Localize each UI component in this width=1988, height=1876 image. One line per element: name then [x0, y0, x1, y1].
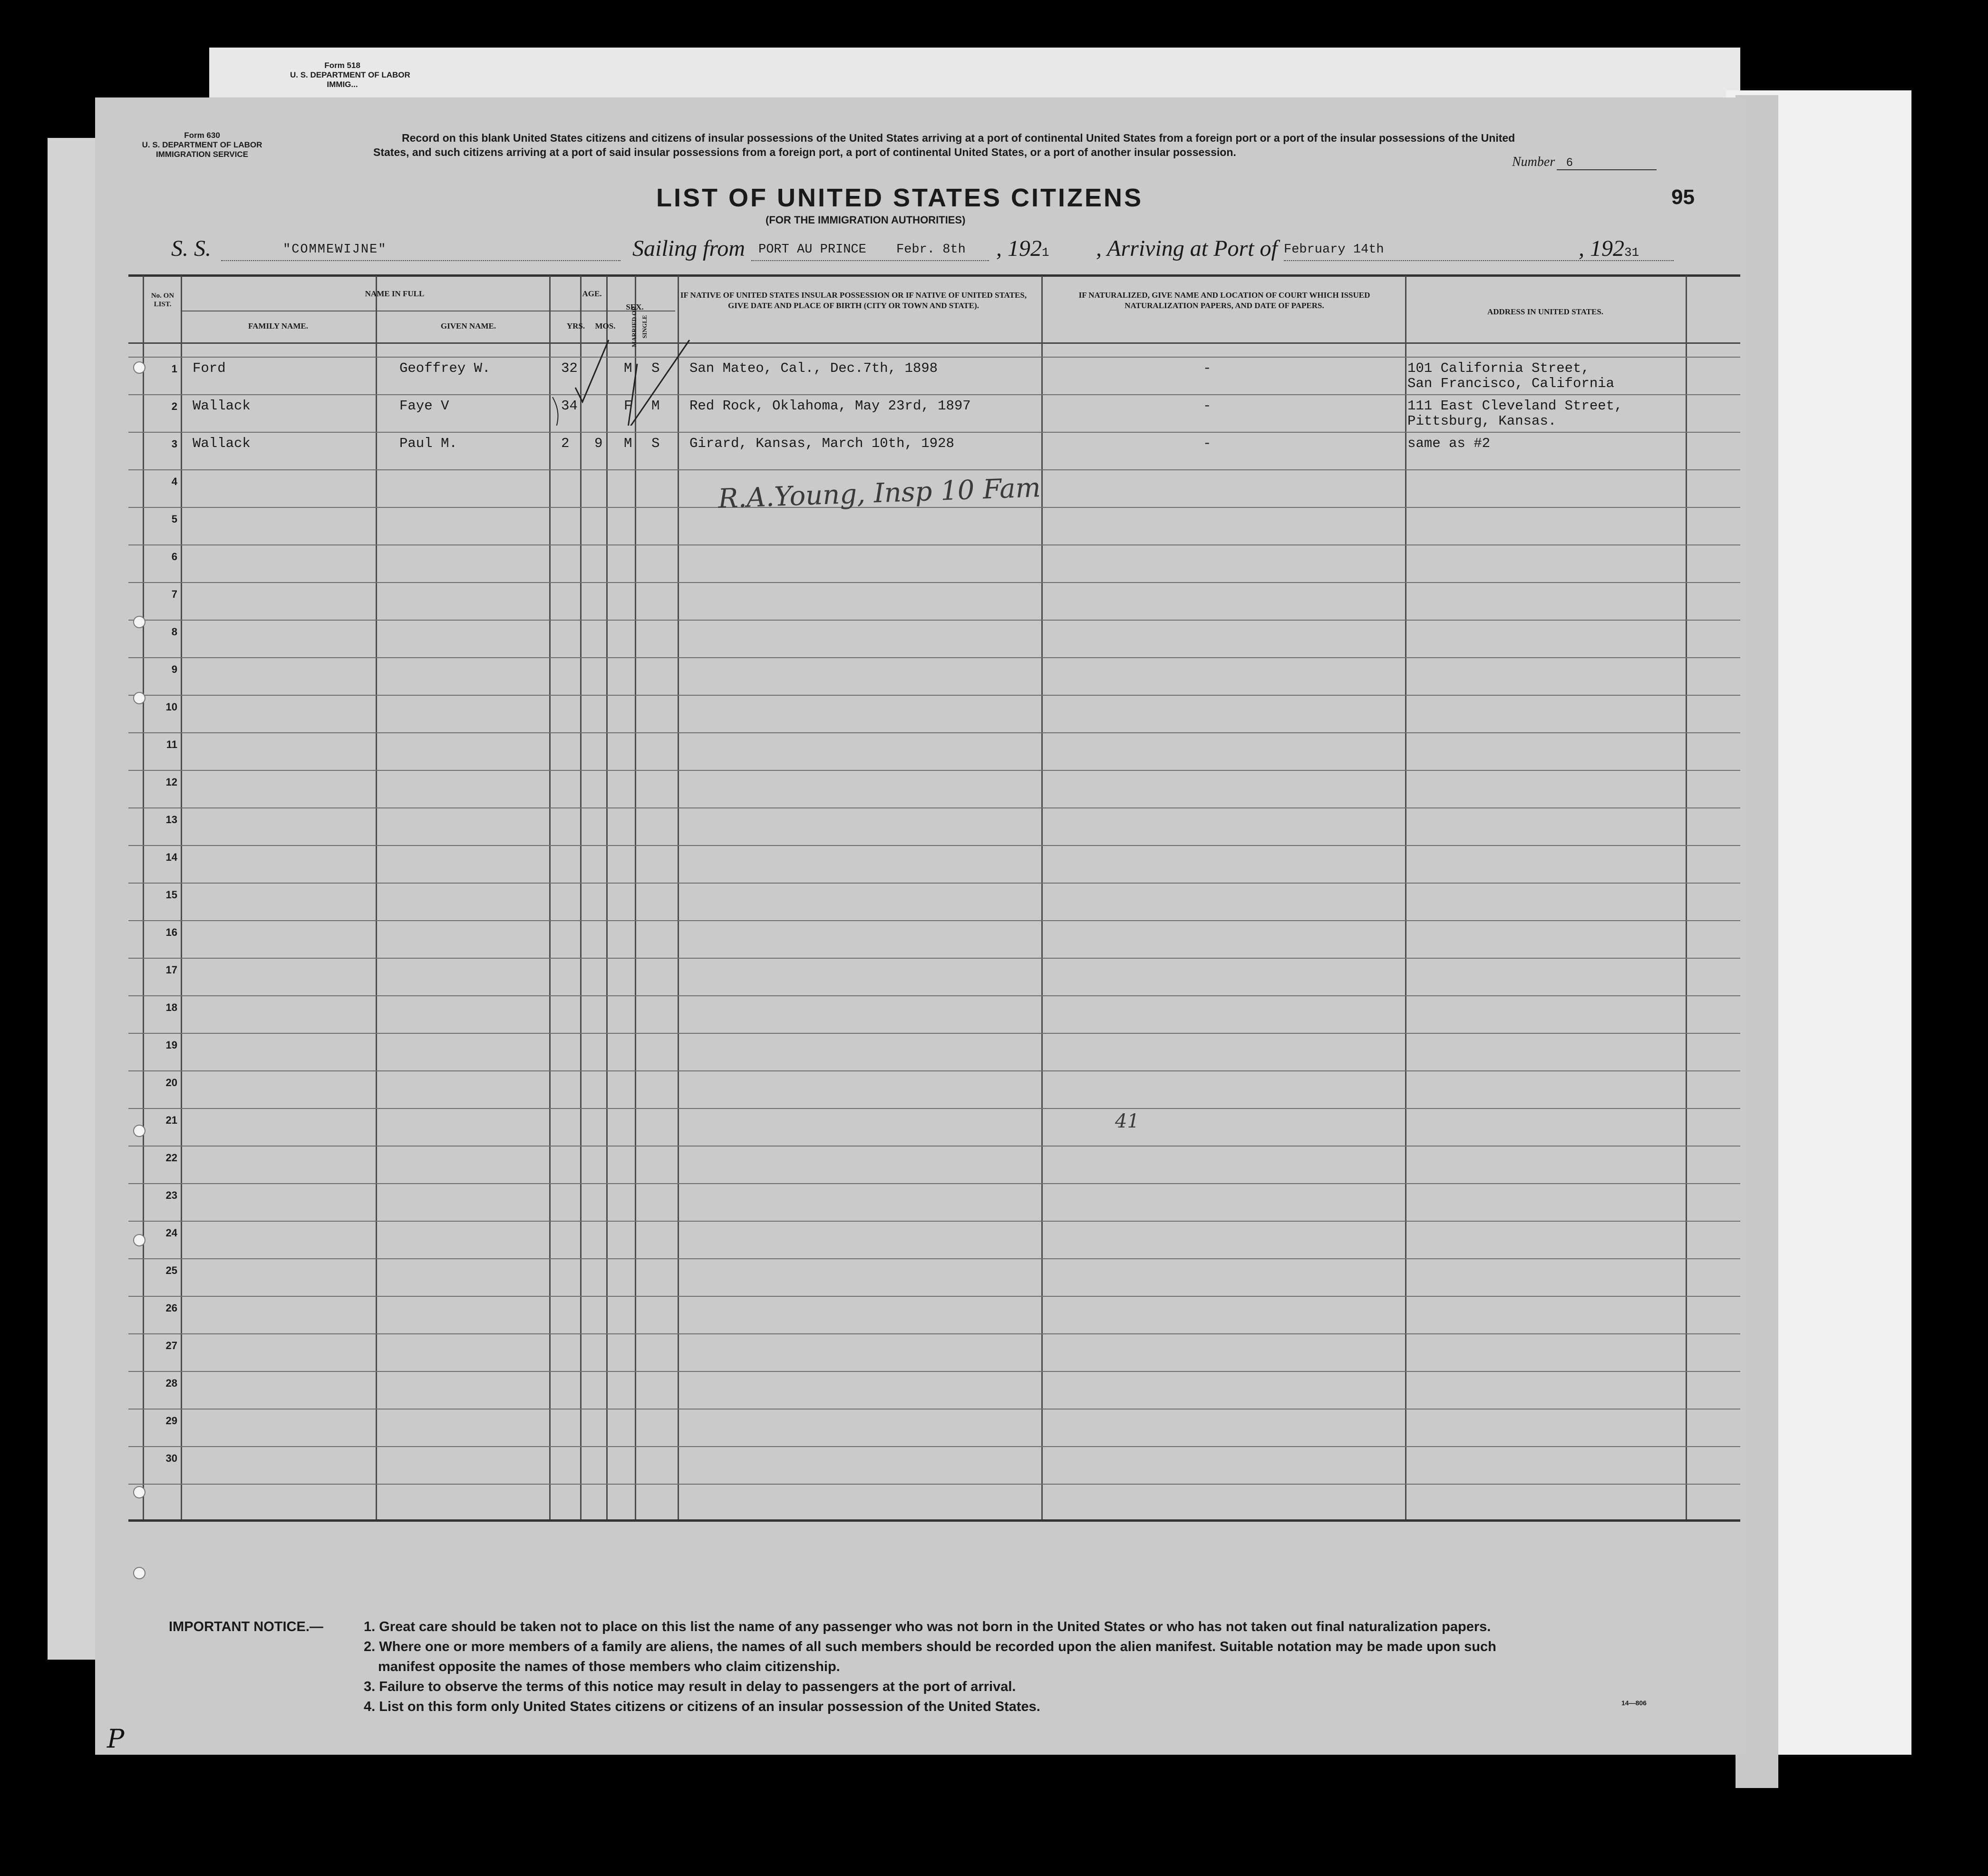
ruled-line [128, 770, 1740, 771]
ruled-line [128, 732, 1740, 733]
row-number: 12 [165, 776, 177, 788]
form-number: Form 630 [184, 131, 220, 140]
ruled-line [128, 1033, 1740, 1034]
punch-hole [133, 616, 145, 628]
naturalization-cell: - [1203, 436, 1212, 451]
ruled-line [128, 1484, 1740, 1485]
arrival-date: February 14th [1284, 243, 1384, 257]
row-number: 13 [165, 814, 177, 826]
form-service: IMMIGRATION SERVICE [156, 150, 248, 159]
birth-place-date-cell: San Mateo, Cal., Dec.7th, 1898 [689, 360, 938, 376]
header-mos: MOS. [595, 321, 616, 330]
header-yrs: YRS. [566, 321, 585, 330]
ss-label: S. S. [171, 236, 211, 261]
age-years-cell: 34 [561, 398, 578, 414]
row-number: 11 [166, 739, 177, 750]
manifest-sheet [95, 97, 1745, 1755]
form-code: 14—806 [1621, 1699, 1647, 1707]
column-divider [635, 276, 636, 1519]
row-number: 19 [165, 1039, 177, 1051]
row-number: 25 [165, 1264, 177, 1276]
ruled-line [128, 620, 1740, 621]
column-divider [181, 276, 182, 1519]
marital-status-cell: M [651, 398, 660, 414]
notice-item-2: 2. Where one or more members of a family are aliens, the names of all such members should be recorded upon the alien manifest. Suitable notation may be made upon such [364, 1639, 1496, 1654]
arriving-label: , Arriving at Port of [1096, 236, 1278, 261]
ruled-line [128, 469, 1740, 470]
naturalization-cell: - [1203, 398, 1212, 414]
ruled-line [128, 1446, 1740, 1447]
column-divider [1041, 276, 1043, 1519]
form-stamp [133, 131, 271, 159]
row-number: 21 [165, 1114, 177, 1126]
marital-status-cell: S [651, 360, 660, 376]
ruled-line [128, 1108, 1740, 1109]
address-line-2-cell: Pittsburg, Kansas. [1407, 413, 1557, 429]
row-number: 5 [171, 513, 177, 525]
birth-place-date-cell: Girard, Kansas, March 10th, 1928 [689, 436, 954, 451]
header-no-on-list: No. ON LIST. [151, 292, 175, 308]
punch-hole [133, 692, 145, 704]
row-number: 7 [171, 588, 177, 600]
column-divider [1686, 276, 1687, 1519]
back-form-service: IMMIG... [327, 80, 358, 89]
punch-hole [133, 1486, 145, 1498]
row-number: 10 [165, 701, 177, 713]
notice-item-2-cont: manifest opposite the names of those members who claim citizenship. [378, 1659, 840, 1674]
ruled-line [128, 582, 1740, 583]
address-line-1-cell: 101 California Street, [1407, 360, 1590, 376]
column-divider [376, 276, 377, 1519]
ship-name: "COMMEWIJNE" [283, 243, 387, 257]
family-name-cell: Ford [193, 360, 226, 376]
family-name-cell: Wallack [193, 436, 251, 451]
column-divider [549, 276, 551, 1519]
ruled-line [128, 995, 1740, 996]
table-bottom-rule [128, 1519, 1740, 1522]
arrival-year [1579, 235, 1639, 262]
column-divider [143, 276, 144, 1519]
row-number: 29 [165, 1415, 177, 1427]
punch-hole [133, 1125, 145, 1137]
column-divider [678, 276, 679, 1519]
table-header-rule [128, 342, 1740, 344]
ruled-line [128, 357, 1740, 358]
table-top-rule [128, 274, 1740, 277]
sex-cell: F [624, 398, 632, 414]
birth-place-date-cell: Red Rock, Oklahoma, May 23rd, 1897 [689, 398, 971, 414]
ruled-line [128, 394, 1740, 395]
row-number: 3 [171, 438, 177, 450]
given-name-cell: Faye V [399, 398, 449, 414]
sex-cell: M [624, 360, 632, 376]
row-number: 16 [165, 926, 177, 938]
row-number: 26 [165, 1302, 177, 1314]
sailing-port: PORT AU PRINCE [758, 243, 866, 257]
age-years-cell: 32 [561, 360, 578, 376]
ruled-line [128, 695, 1740, 696]
arrival-year-prefix: , 192 [1579, 236, 1624, 261]
sailing-year-prefix: , 192 [996, 236, 1042, 261]
row-number: 20 [165, 1077, 177, 1089]
given-name-cell: Paul M. [399, 436, 457, 451]
given-name-cell: Geoffrey W. [399, 360, 491, 376]
naturalization-cell: - [1203, 360, 1212, 376]
list-number [1512, 155, 1657, 170]
list-number-value: 6 [1557, 156, 1657, 170]
ruled-line [128, 1333, 1740, 1334]
header-naturalized: IF NATURALIZED, GIVE NAME AND LOCATION OF COURT WHICH ISSUED NATURALIZATION PAPERS, AND DATE OF PAPERS. [1078, 291, 1370, 310]
ship-line [221, 260, 621, 261]
verification-checkmarks [542, 321, 723, 426]
form-department: U. S. DEPARTMENT OF LABOR [142, 140, 262, 149]
row-number: 14 [165, 851, 177, 863]
ruled-line [128, 507, 1740, 508]
ruled-line [128, 1296, 1740, 1297]
port-line [751, 260, 989, 261]
notice-item-1: 1. Great care should be taken not to place on this list the name of any passenger who was not born in the United States or who has not taken out final naturalization papers. [364, 1619, 1491, 1634]
ruled-line [128, 958, 1740, 959]
row-number: 28 [165, 1377, 177, 1389]
ruled-line [128, 920, 1740, 921]
ruled-line [128, 1221, 1740, 1222]
sailing-year-suffix: 1 [1042, 245, 1049, 260]
sex-cell: M [624, 436, 632, 451]
page-subtitle: (FOR THE IMMIGRATION AUTHORITIES) [766, 214, 966, 226]
ruled-line [128, 544, 1740, 545]
address-line-1-cell: same as #2 [1407, 436, 1491, 451]
header-address: ADDRESS IN UNITED STATES. [1487, 307, 1604, 316]
ruled-line [128, 1183, 1740, 1184]
row-number: 18 [165, 1001, 177, 1013]
ruled-line [128, 657, 1740, 658]
important-notice [169, 1617, 323, 1637]
punch-hole [133, 1567, 145, 1579]
family-name-cell: Wallack [193, 398, 251, 414]
ruled-line [128, 1070, 1740, 1071]
ruled-line [128, 883, 1740, 884]
page-number: 95 [1671, 185, 1695, 209]
column-divider [1405, 276, 1406, 1519]
header-age: AGE. [582, 289, 602, 298]
row-number: 9 [171, 663, 177, 675]
header-name-in-full: NAME IN FULL [365, 289, 425, 298]
ruled-line [128, 1371, 1740, 1372]
column-divider [580, 276, 582, 1519]
header-sex: SEX. [626, 302, 644, 311]
row-number: 8 [171, 626, 177, 638]
back-form-stamp [290, 61, 410, 89]
notice-item-4: 4. List on this form only United States citizens or citizens of an insular possession of the United States. [364, 1699, 1040, 1714]
corner-mark: P [107, 1724, 125, 1754]
ruled-line [128, 432, 1740, 433]
age-months-cell: 9 [594, 436, 603, 451]
row-number: 1 [171, 363, 177, 375]
row-number: 6 [171, 551, 177, 563]
inspector-signature: R.A.Young, Insp 10 Fam [718, 472, 1041, 515]
margin-number: 41 [1115, 1110, 1139, 1132]
punch-hole [133, 361, 145, 374]
column-divider [606, 276, 608, 1519]
notice-item-3: 3. Failure to observe the terms of this notice may result in delay to passengers at the port of arrival. [364, 1679, 1016, 1694]
header-given-name: GIVEN NAME. [440, 321, 496, 330]
age-years-cell: 2 [561, 436, 570, 451]
sailing-label: Sailing from [632, 236, 745, 261]
row-number: 15 [165, 889, 177, 901]
row-number: 4 [171, 476, 177, 487]
back-form-department: U. S. DEPARTMENT OF LABOR [290, 70, 410, 79]
row-number: 30 [165, 1452, 177, 1464]
row-number: 22 [165, 1152, 177, 1164]
row-number: 17 [165, 964, 177, 976]
header-native-birth: IF NATIVE OF UNITED STATES INSULAR POSSESSION OR IF NATIVE OF UNITED STATES, GIVE DATE AND PLACE OF BIRTH (CITY OR TOWN AND STATE). [680, 291, 1027, 310]
arrival-year-suffix: 31 [1624, 245, 1639, 260]
notice-label: IMPORTANT NOTICE.— [169, 1619, 323, 1634]
list-number-label: Number [1512, 155, 1555, 169]
preamble-text: Record on this blank United States citizens and citizens of insular possessions of the United States arriving at a port of continental United States from a foreign port or a port of the insular possessions of the United States, and such citizens arriving at a port of said insular possessions from a foreign port, a port of continental United States, or a port of another insular possession. [373, 132, 1515, 158]
back-form-number: Form 518 [324, 61, 360, 70]
header-family-name: FAMILY NAME. [248, 321, 308, 330]
ruled-line [128, 1146, 1740, 1147]
row-number: 2 [171, 400, 177, 412]
row-number: 23 [165, 1189, 177, 1201]
marital-status-cell: S [651, 436, 660, 451]
punch-hole [133, 1234, 145, 1246]
address-line-2-cell: San Francisco, California [1407, 376, 1615, 391]
row-number: 27 [165, 1340, 177, 1351]
ruled-line [128, 845, 1740, 846]
sailing-year [996, 235, 1049, 262]
ruled-line [128, 807, 1740, 808]
address-line-1-cell: 111 East Cleveland Street, [1407, 398, 1623, 414]
sailing-date: Febr. 8th [896, 243, 966, 257]
header-married-or-single: MARRIED OR SINGLE [630, 306, 648, 348]
page-title: LIST OF UNITED STATES CITIZENS [656, 184, 1143, 212]
ruled-line [128, 1258, 1740, 1259]
row-number: 24 [165, 1227, 177, 1239]
